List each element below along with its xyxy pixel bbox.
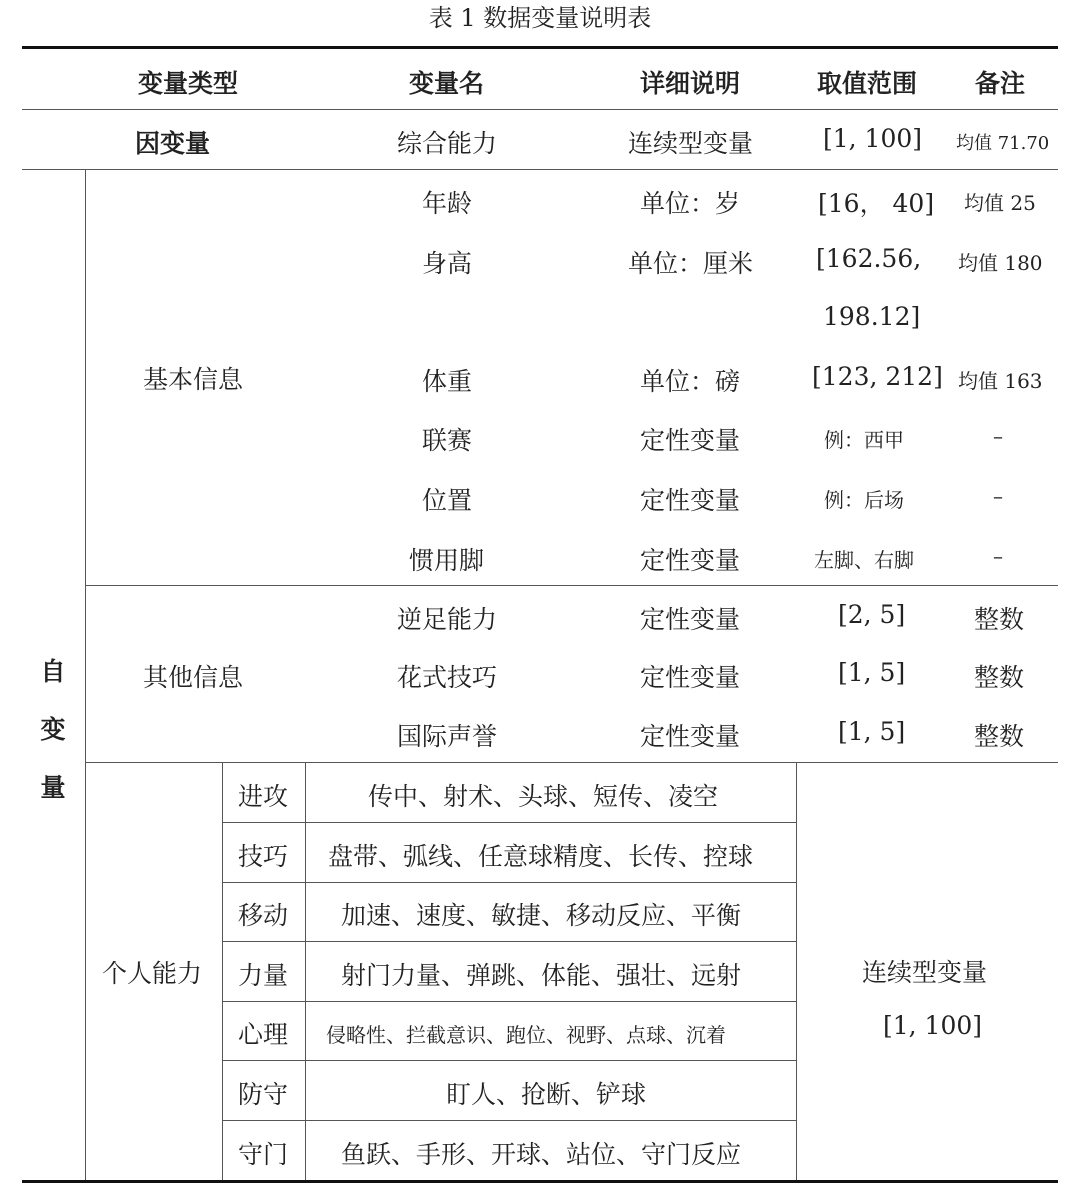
- basic-row-desc: 单位：岁: [640, 189, 741, 218]
- header-name: 变量名: [409, 69, 485, 98]
- personal-row-divider: [222, 1001, 796, 1002]
- header-note: 备注: [975, 69, 1026, 98]
- personal-row-cat: 技巧: [238, 842, 289, 871]
- basic-row-range: 例：西甲: [824, 428, 904, 452]
- other-row-name: 逆足能力: [397, 605, 498, 634]
- basic-row-note: –: [993, 544, 1003, 568]
- other-row-range: [1, 5]: [838, 717, 906, 746]
- other-row-note: 整数: [974, 605, 1025, 634]
- personal-row-cat: 守门: [238, 1140, 289, 1169]
- basic-row-range: 例：后场: [824, 488, 904, 512]
- other-row-range: [2, 5]: [838, 600, 906, 629]
- personal-row-items: 鱼跃、手形、开球、站位、守门反应: [341, 1140, 742, 1169]
- basic-row-desc: 定性变量: [640, 546, 741, 575]
- personal-row-cat: 防守: [238, 1080, 289, 1109]
- personal-type: 连续型变量: [862, 958, 988, 987]
- personal-row-divider: [222, 941, 796, 942]
- personal-row-items: 盘带、弧线、任意球精度、长传、控球: [328, 842, 754, 871]
- independent-label-char: 变: [40, 715, 66, 744]
- personal-row-items: 侵略性、拦截意识、跑位、视野、点球、沉着: [326, 1023, 726, 1047]
- personal-row-cat: 移动: [238, 901, 289, 930]
- top-rule: [22, 46, 1058, 49]
- dependent-desc: 连续型变量: [628, 129, 754, 158]
- other-row-desc: 定性变量: [640, 605, 741, 634]
- personal-range: [1, 100]: [883, 1011, 983, 1040]
- basic-row-name: 位置: [422, 486, 473, 515]
- other-label: 其他信息: [143, 663, 244, 692]
- independent-left-line: [85, 170, 86, 1180]
- basic-row-name: 体重: [422, 367, 473, 396]
- other-row-name: 国际声誉: [397, 722, 498, 751]
- bottom-rule: [22, 1180, 1058, 1183]
- basic-label: 基本信息: [143, 365, 244, 394]
- basic-row-range: [162.56,: [816, 244, 922, 273]
- other-divider: [86, 762, 1058, 763]
- personal-label: 个人能力: [102, 959, 203, 988]
- basic-row-name: 联赛: [422, 426, 473, 455]
- basic-row-desc: 单位：厘米: [628, 249, 754, 278]
- table-caption: 表 1 数据变量说明表: [428, 4, 652, 32]
- basic-row-note: 均值 180: [958, 251, 1043, 275]
- basic-row-note: –: [993, 484, 1003, 508]
- personal-items-right-line: [796, 763, 797, 1180]
- other-row-note: 整数: [974, 663, 1025, 692]
- basic-row-range: [16， 40]: [818, 189, 935, 218]
- personal-row-divider: [222, 882, 796, 883]
- personal-row-cat: 进攻: [238, 782, 289, 811]
- personal-row-divider: [222, 1120, 796, 1121]
- other-row-note: 整数: [974, 722, 1025, 751]
- personal-cat-left-line: [222, 763, 223, 1180]
- basic-divider: [86, 585, 1058, 586]
- basic-row-note: 均值 25: [964, 191, 1036, 215]
- personal-row-cat: 力量: [238, 961, 289, 990]
- basic-row-range: 左脚、右脚: [814, 548, 914, 572]
- basic-row-desc: 单位：磅: [640, 367, 741, 396]
- personal-row-divider: [222, 822, 796, 823]
- basic-row-note: 均值 163: [958, 369, 1043, 393]
- dependent-name: 综合能力: [397, 129, 498, 158]
- header-divider: [22, 109, 1058, 110]
- independent-label-char: 自: [40, 657, 66, 686]
- basic-row-name: 年龄: [422, 189, 473, 218]
- personal-row-items: 盯人、抢断、铲球: [446, 1080, 647, 1109]
- other-row-name: 花式技巧: [397, 663, 498, 692]
- other-row-desc: 定性变量: [640, 722, 741, 751]
- basic-row-desc: 定性变量: [640, 486, 741, 515]
- dependent-note: 均值 71.70: [956, 133, 1050, 154]
- header-type: 变量类型: [138, 69, 239, 98]
- other-row-desc: 定性变量: [640, 663, 741, 692]
- basic-row-note: –: [993, 424, 1003, 448]
- header-range: 取值范围: [817, 69, 918, 98]
- basic-row-name: 惯用脚: [409, 546, 485, 575]
- independent-label-char: 量: [40, 773, 66, 802]
- basic-row-name: 身高: [422, 249, 473, 278]
- dependent-type: 因变量: [135, 129, 211, 158]
- basic-row-desc: 定性变量: [640, 426, 741, 455]
- personal-row-divider: [222, 1060, 796, 1061]
- personal-items-left-line: [305, 763, 306, 1180]
- header-desc: 详细说明: [640, 69, 741, 98]
- personal-row-cat: 心理: [238, 1020, 289, 1049]
- dependent-range: [1, 100]: [823, 124, 923, 153]
- dependent-divider: [22, 169, 1058, 170]
- personal-row-items: 射门力量、弹跳、体能、强壮、远射: [341, 961, 742, 990]
- personal-row-items: 加速、速度、敏捷、移动反应、平衡: [341, 901, 742, 930]
- personal-row-items: 传中、射术、头球、短传、凌空: [368, 782, 719, 811]
- basic-row-range: [123, 212]: [812, 362, 943, 391]
- other-row-range: [1, 5]: [838, 658, 906, 687]
- basic-row-range-cont: 198.12]: [823, 302, 921, 331]
